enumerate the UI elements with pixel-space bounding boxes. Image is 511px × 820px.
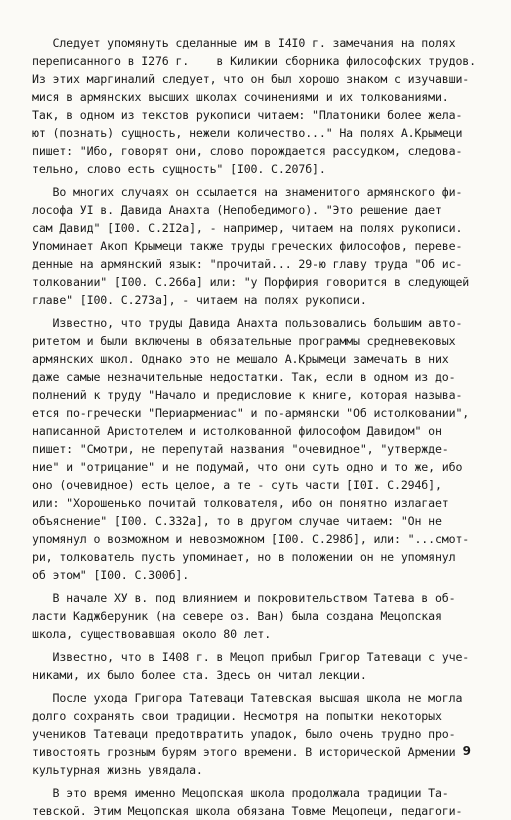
text-line: ют (познать) сущность, нежели количество..." На полях А.Крымеци (32, 126, 463, 140)
text-line: Упоминает Акоп Крымеци также труды греческих философов, переве- (32, 239, 463, 253)
text-line: пишет: "Смотри, не перепутай названия "очевидное", "утвержде- (32, 442, 449, 456)
text-line: Во многих случаях он ссылается на знаменитого армянского фи- (32, 185, 463, 199)
text-line: Известно, что труды Давида Анахта пользовались большим авто- (32, 316, 463, 330)
text-line: лософа УI в. Давида Анахта (Непобедимого). "Это решение дает (32, 203, 442, 217)
text-line: денные на армянский язык: "прочитай... 29-ю главу труда "Об ис- (32, 257, 463, 271)
text-line: Из этих маргиналий следует, что он был хорошо знаком с изучавши- (32, 72, 470, 86)
text-line: В начале ХУ в. под влиянием и покровительством Татева в об- (32, 591, 456, 605)
text-line: долго сохранять свои традиции. Несмотря на попытки некоторых (32, 709, 442, 723)
text-line: Следует упомянуть сделанные им в I4I0 г. замечания на полях (32, 36, 456, 50)
text-line: мися в армянских высших школах сочинениями и их толкованиями. (32, 90, 449, 104)
text-line: ется по-гречески "Периармениас" и по-армянски "Об истолковании", (32, 406, 470, 420)
text-line: ритетом и были включены в обязательные программы средневековых (32, 334, 456, 348)
text-line: главе" [I00. С.273а], - читаем на полях рукописи. (32, 293, 367, 307)
text-line: тивостоять грозным бурям этого времени. В исторической Армении (32, 745, 456, 759)
paragraph (32, 589, 484, 643)
text-line: После ухода Григора Татеваци Татевская высшая школа не могла (32, 691, 463, 705)
page-number: 9 (462, 744, 471, 758)
text-line: пишет: "Ибо, говорят они, слово порождается рассудком, следова- (32, 144, 463, 158)
text-line: полнений к труду "Начало и предисловие к книге, которая называ- (32, 388, 463, 402)
text-line: ние" и "отрицание" и не подумай, что они суть одно и то же, ибо (32, 460, 463, 474)
text-line: учеников Татеваци предотвратить упадок, было очень трудно про- (32, 727, 456, 741)
text-line: оно (очевидное) есть целое, а те - суть части [I0I. С.294б], (32, 478, 442, 492)
text-line: ри, толкователь пусть упоминает, но в положении он не упомянул (32, 550, 456, 564)
text-line: Так, в одном из текстов рукописи читаем: "Платоники более желa- (32, 108, 463, 122)
text-line: тевской. Этим Мецопская школа обязана Товме Мецопеци, педагоги- (32, 804, 463, 818)
text-line: армянских школ. Однако это не мешало А.Крымеци замечать в них (32, 352, 449, 366)
text-line: школа, существовавшая около 80 лет. (32, 627, 272, 641)
text-line: об этом" [I00. С.300б]. (32, 568, 190, 582)
text-line: Известно, что в I408 г. в Мецоп прибыл Григор Татеваци с уче- (32, 650, 470, 664)
text-line: толковании" [I00. С.266а] или: "у Порфирия говорится в следующей (32, 275, 470, 289)
text-line: переписанного в I276 г. в Киликии сборника философских трудов. (32, 54, 476, 68)
paragraph (32, 784, 484, 820)
text-line: В это время именно Мецопская школа продолжала традиции Та- (32, 786, 449, 800)
text-line: упомянул о возможном и невозможном [I00. С.298б], или: "...смот- (32, 532, 470, 546)
text-line: даже самые незначительные недостатки. Так, если в одном из до- (32, 370, 456, 384)
body-text (32, 34, 484, 820)
text-line: ласти Кадж6еруник (на севере оз. Ван) была создана Мецопская (32, 609, 442, 623)
text-line: написанной Аристотелем и истолкованной философом Давидом" он (32, 424, 442, 438)
text-line: никами, их было более ста. Здесь он читал лекции. (32, 668, 367, 682)
text-line: или: "Хорошенько почитай толкователя, ибо он понятно излагает (32, 496, 449, 510)
text-line: сам Давид" [I00. С.2I2а], - например, читаем на полях рукописи. (32, 221, 463, 235)
paragraph (32, 314, 484, 584)
text-line: объяснение" [I00. С.332а], то в другом случае читаем: "Он не (32, 514, 442, 528)
text-line: тельно, слово есть сущность" [I00. С.207б]. (32, 162, 326, 176)
paragraph (32, 183, 484, 309)
paragraph (32, 648, 484, 684)
paragraph (32, 689, 484, 779)
paragraph (32, 34, 484, 178)
text-line: культурная жизнь увядала. (32, 763, 203, 777)
